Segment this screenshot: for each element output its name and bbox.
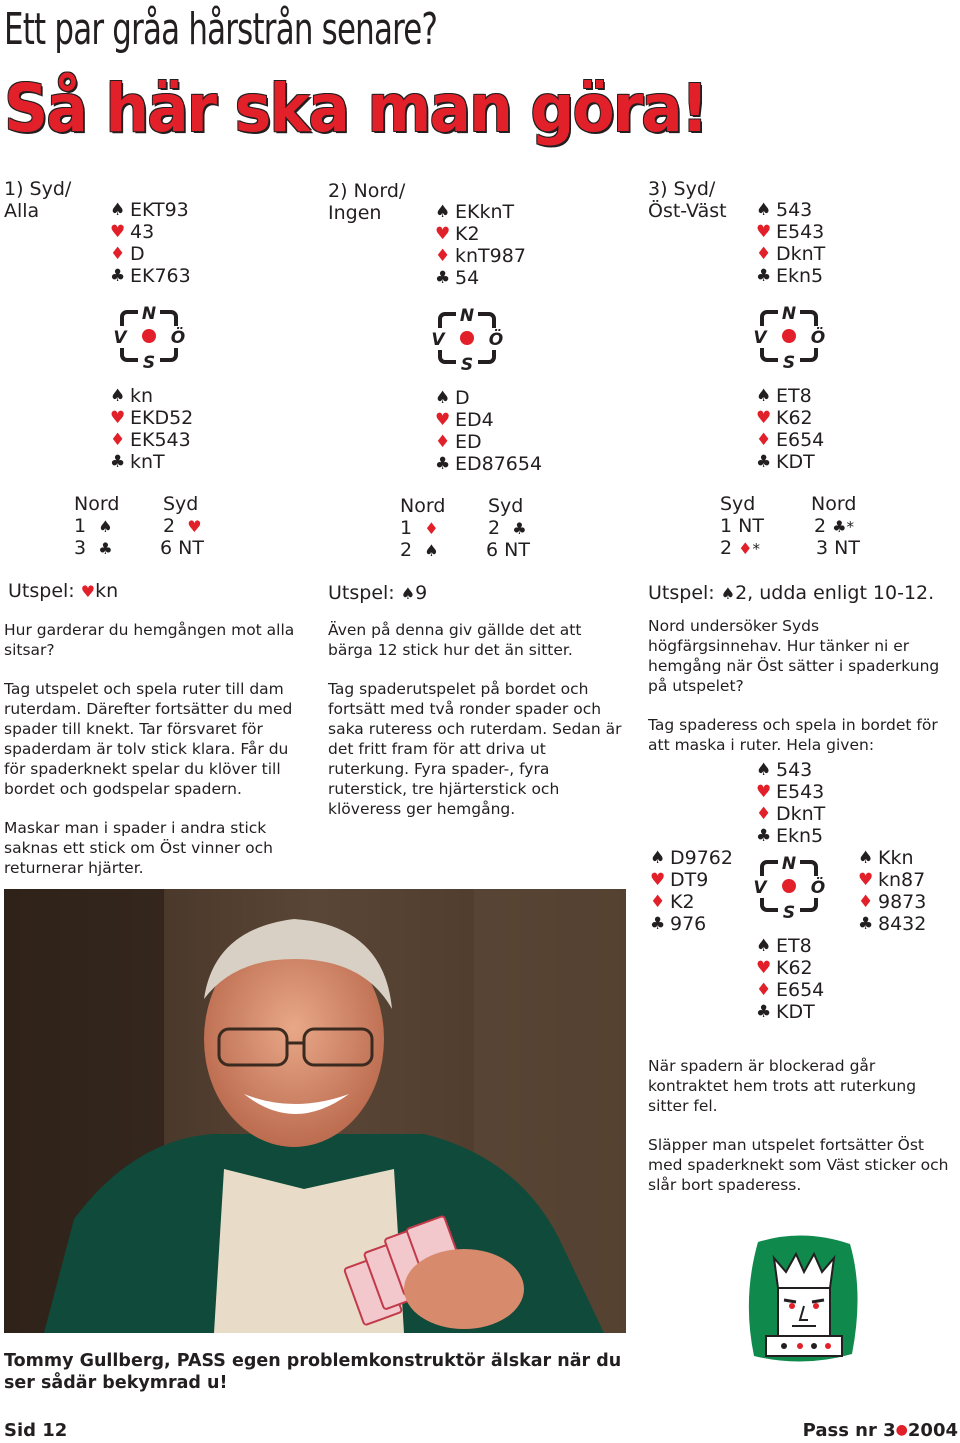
holding: 976 xyxy=(670,913,707,935)
deal3-north-hand xyxy=(756,199,825,287)
deal3-north-diamonds: DknT xyxy=(776,243,826,265)
diamond-icon: ♦ xyxy=(738,539,753,558)
holding: kn87 xyxy=(878,869,926,891)
compass-icon xyxy=(752,852,826,920)
deal2-north-hand xyxy=(435,201,526,289)
lead-card: kn xyxy=(95,580,119,602)
full-south-hand xyxy=(756,935,824,1023)
deal3-north-spades: 543 xyxy=(776,199,813,221)
club-icon: ♣ xyxy=(110,452,126,472)
spade-icon: ♠ xyxy=(110,386,126,406)
diamond-icon: ♦ xyxy=(435,246,451,266)
heart-icon: ♥ xyxy=(650,870,666,890)
club-icon: ♣ xyxy=(756,266,772,286)
issue-text: Pass nr 3 xyxy=(802,1420,896,1441)
bid: 1 NT xyxy=(720,515,764,537)
deal2-text xyxy=(328,620,628,838)
alert-mark: * xyxy=(752,540,760,558)
paragraph: Tag spaderutspelet på bordet och fortsätt med två ronder spader och saka ruteress och ruterdam. Sedan är det fritt fram för att driva ut ruterkung. Fyra spader-, fyra ruterstick, tre hjärterstick och klöveress ger hemgång. xyxy=(328,680,622,818)
heart-icon: ♥ xyxy=(110,222,126,242)
heart-icon: ♥ xyxy=(187,517,202,536)
full-west-hand xyxy=(650,847,733,935)
heart-icon: ♥ xyxy=(110,408,126,428)
club-icon: ♣ xyxy=(110,266,126,286)
deal2-north-spades: EKknT xyxy=(455,201,515,223)
bid: 2 xyxy=(814,515,827,537)
deal2-north-clubs: 54 xyxy=(455,267,480,289)
compass-o: Ö xyxy=(170,328,186,348)
paragraph: När spadern är blockerad går kontraktet hem trots att ruterkung sitter fel. xyxy=(648,1057,917,1115)
club-icon: ♣ xyxy=(756,452,772,472)
heart-icon: ♥ xyxy=(756,958,772,978)
compass-n: N xyxy=(781,304,797,324)
diamond-icon: ♦ xyxy=(858,892,874,912)
pass-logo-icon xyxy=(738,1232,868,1368)
bid: 2 xyxy=(400,539,413,561)
deal1-north-spades: EKT93 xyxy=(130,199,189,221)
deal3-bidding xyxy=(640,493,960,563)
lead-card: 9 xyxy=(415,582,428,604)
deal3-south-hand xyxy=(756,385,824,473)
deal3-south-spades: ET8 xyxy=(776,385,812,407)
holding: 9873 xyxy=(878,891,927,913)
club-icon: ♣ xyxy=(832,517,847,536)
compass-o: Ö xyxy=(810,328,826,348)
bid-header-north: Nord xyxy=(400,495,446,517)
compass-n: N xyxy=(781,854,797,874)
diamond-icon: ♦ xyxy=(650,892,666,912)
page-number: Sid 12 xyxy=(4,1420,68,1441)
club-icon: ♣ xyxy=(435,268,451,288)
lead-label: Utspel: xyxy=(328,582,395,604)
heart-icon: ♥ xyxy=(858,870,874,890)
compass-o: Ö xyxy=(488,330,504,350)
heart-icon: ♥ xyxy=(756,782,772,802)
deal1-title: 1) Syd/ Alla xyxy=(4,178,72,222)
club-icon: ♣ xyxy=(858,914,874,934)
lead-card: 2, udda enligt 10-12. xyxy=(735,582,935,604)
compass-icon xyxy=(752,302,826,370)
deal3-lead xyxy=(648,582,934,604)
deal1-south-clubs: knT xyxy=(130,451,165,473)
holding: DT9 xyxy=(670,869,709,891)
spade-icon: ♠ xyxy=(424,541,439,560)
lead-label: Utspel: xyxy=(648,582,715,604)
holding: K62 xyxy=(776,957,813,979)
photo-caption: Tommy Gullberg, PASS egen problemkonstruktör älskar när du ser sådär bekymrad u! xyxy=(4,1351,622,1393)
paragraph: Tag utspelet och spela ruter till dam ruterdam. Därefter fortsätter du med spader till knekt. Tar försvaret för spaderdam är tolv stick klara. Får du för spaderknekt spelar du klöver till bordet och godspelar spadern. xyxy=(4,680,293,798)
deal1-south-diamonds: EK543 xyxy=(130,429,191,451)
issue-year: 2004 xyxy=(907,1420,958,1441)
alert-mark: * xyxy=(846,518,854,536)
deal1-lead xyxy=(8,580,118,602)
club-icon: ♣ xyxy=(756,826,772,846)
spade-icon: ♠ xyxy=(110,200,126,220)
deal2-north-diamonds: knT987 xyxy=(455,245,526,267)
spade-icon: ♠ xyxy=(435,388,451,408)
heart-icon: ♥ xyxy=(756,222,772,242)
full-north-hand xyxy=(756,759,825,847)
heart-icon: ♥ xyxy=(756,408,772,428)
paragraph: Maskar man i spader i andra stick saknas ett stick om Öst vinner och returnerar hjärter. xyxy=(4,819,273,877)
bid: 3 NT xyxy=(816,537,860,559)
compass-v: V xyxy=(113,328,127,348)
holding: Ekn5 xyxy=(776,825,824,847)
deal1-bidding xyxy=(0,493,320,563)
heart-icon: ♥ xyxy=(435,224,451,244)
holding: DknT xyxy=(776,803,826,825)
diamond-icon: ♦ xyxy=(424,519,439,538)
compass-s: S xyxy=(782,903,796,920)
deal3-north-hearts: E543 xyxy=(776,221,825,243)
bid: 2 xyxy=(488,517,501,539)
bid-header-south: Syd xyxy=(720,493,756,515)
spade-icon: ♠ xyxy=(98,517,113,536)
holding: E654 xyxy=(776,979,825,1001)
lead-label: Utspel: xyxy=(8,580,75,602)
bid: 2 xyxy=(163,515,176,537)
compass-n: N xyxy=(141,304,157,324)
spade-icon: ♠ xyxy=(756,386,772,406)
deal1-north-hearts: 43 xyxy=(130,221,155,243)
diamond-icon: ♦ xyxy=(756,804,772,824)
club-icon: ♣ xyxy=(98,539,113,558)
heart-icon: ♥ xyxy=(435,410,451,430)
holding: D9762 xyxy=(670,847,733,869)
bid: 1 xyxy=(400,517,413,539)
bid: 2 xyxy=(720,537,733,559)
spade-icon: ♠ xyxy=(756,760,772,780)
deal1-south-hand xyxy=(110,385,193,473)
paragraph: Även på denna giv gällde det att bärga 12 stick hur det än sitter. xyxy=(328,621,582,659)
deal3-south-hearts: K62 xyxy=(776,407,813,429)
spade-icon: ♠ xyxy=(400,584,416,603)
heart-icon: ♥ xyxy=(80,582,96,601)
deal3-south-diamonds: E654 xyxy=(776,429,825,451)
compass-s: S xyxy=(782,353,796,370)
compass-o: Ö xyxy=(810,878,826,898)
diamond-icon: ♦ xyxy=(110,430,126,450)
diamond-icon: ♦ xyxy=(756,244,772,264)
deal2-north-hearts: K2 xyxy=(455,223,480,245)
bid-header-north: Nord xyxy=(74,493,120,515)
spade-icon: ♠ xyxy=(858,848,874,868)
bid: 6 NT xyxy=(160,537,204,559)
holding: 543 xyxy=(776,759,813,781)
spade-icon: ♠ xyxy=(650,848,666,868)
holding: KDT xyxy=(776,1001,815,1023)
full-east-hand xyxy=(858,847,926,935)
bullet-dot-icon: ● xyxy=(895,1422,908,1438)
holding: K2 xyxy=(670,891,695,913)
diamond-icon: ♦ xyxy=(110,244,126,264)
deal2-title: 2) Nord/ Ingen xyxy=(328,180,406,224)
holding: 8432 xyxy=(878,913,927,935)
deal1-south-spades: kn xyxy=(130,385,154,407)
club-icon: ♣ xyxy=(512,519,527,538)
bid-header-north: Nord xyxy=(811,493,857,515)
compass-v: V xyxy=(431,330,445,350)
compass-icon xyxy=(430,304,504,372)
deal2-south-hearts: ED4 xyxy=(455,409,494,431)
paragraph: Tag spaderess och spela in bordet för att maska i ruter. Hela given: xyxy=(648,716,938,754)
deal3-text-after xyxy=(648,1056,958,1214)
deal1-south-hearts: EKD52 xyxy=(130,407,194,429)
deal2-south-hand xyxy=(435,387,542,475)
paragraph: Nord undersöker Syds högfärgsinnehav. Hur tänker ni er hemgång när Öst sätter i spaderkung på utspelet? xyxy=(648,617,940,695)
compass-v: V xyxy=(753,328,767,348)
deal1-north-diamonds: D xyxy=(130,243,145,265)
compass-s: S xyxy=(460,355,474,372)
headline-question: Ett par gråa hårstrån senare? xyxy=(4,4,438,55)
diamond-icon: ♦ xyxy=(756,980,772,1000)
deal2-lead xyxy=(328,582,427,604)
holding: E543 xyxy=(776,781,825,803)
compass-s: S xyxy=(142,353,156,370)
spade-icon: ♠ xyxy=(756,936,772,956)
deal3-text-before xyxy=(648,616,953,774)
deal3-north-clubs: Ekn5 xyxy=(776,265,824,287)
deal3-title: 3) Syd/ Öst-Väst xyxy=(648,178,727,222)
bid: 1 xyxy=(74,515,87,537)
portrait-image xyxy=(4,889,626,1333)
compass-n: N xyxy=(459,306,475,326)
diamond-icon: ♦ xyxy=(435,432,451,452)
compass-v: V xyxy=(753,878,767,898)
holding: Kkn xyxy=(878,847,914,869)
spade-icon: ♠ xyxy=(720,584,736,603)
deal1-north-clubs: EK763 xyxy=(130,265,191,287)
bid-header-south: Syd xyxy=(163,493,199,515)
headline-answer: Så här ska man göra! xyxy=(4,70,707,147)
deal1-north-hand xyxy=(110,199,191,287)
spade-icon: ♠ xyxy=(756,200,772,220)
holding: ET8 xyxy=(776,935,812,957)
bid: 6 NT xyxy=(486,539,530,561)
bid-header-south: Syd xyxy=(488,495,524,517)
paragraph: Hur garderar du hemgången mot alla sitsar? xyxy=(4,621,295,659)
bid: 3 xyxy=(74,537,87,559)
club-icon: ♣ xyxy=(756,1002,772,1022)
deal2-south-spades: D xyxy=(455,387,470,409)
club-icon: ♣ xyxy=(435,454,451,474)
issue-label xyxy=(803,1420,958,1441)
deal1-text xyxy=(4,620,309,897)
diamond-icon: ♦ xyxy=(756,430,772,450)
deal2-south-diamonds: ED xyxy=(455,431,482,453)
deal2-bidding xyxy=(320,495,640,565)
deal3-south-clubs: KDT xyxy=(776,451,815,473)
deal2-south-clubs: ED87654 xyxy=(455,453,543,475)
club-icon: ♣ xyxy=(650,914,666,934)
spade-icon: ♠ xyxy=(435,202,451,222)
paragraph: Släpper man utspelet fortsätter Öst med spaderknekt som Väst sticker och slår bort spaderess. xyxy=(648,1136,949,1194)
portrait-photo xyxy=(4,889,626,1333)
compass-icon xyxy=(112,302,186,370)
